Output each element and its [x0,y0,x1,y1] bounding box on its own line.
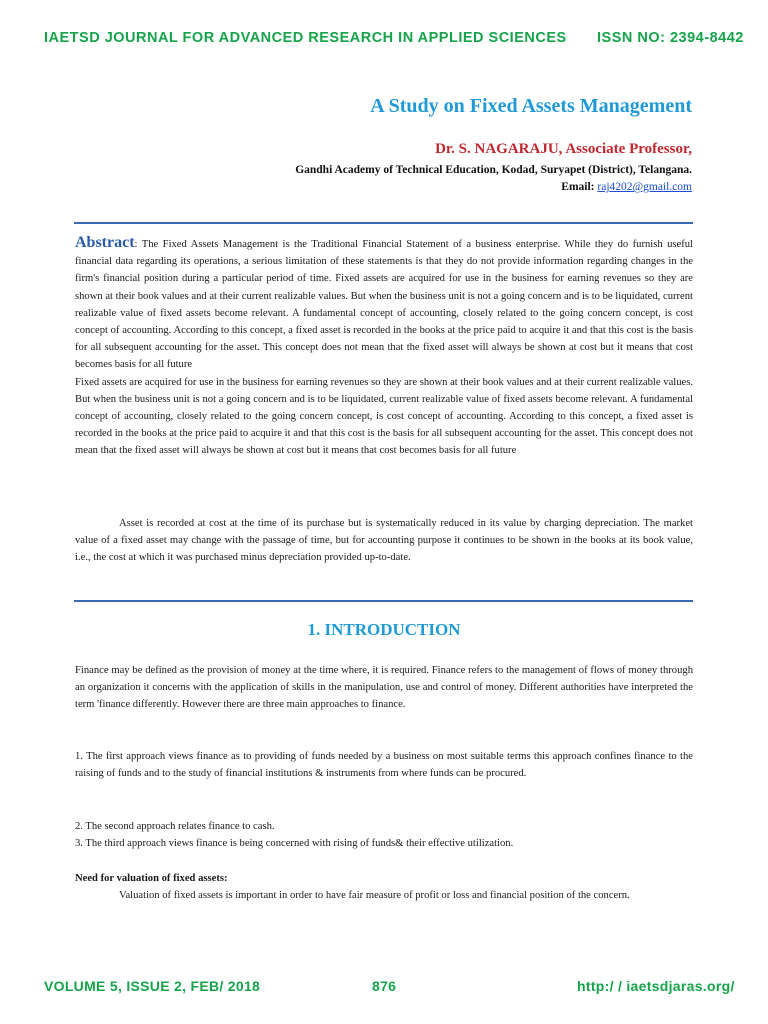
paper-title: A Study on Fixed Assets Management [370,95,692,117]
author-affiliation: Gandhi Academy of Technical Education, Kodad, Suryapet (District), Telangana. [295,164,692,176]
approach-items-2-3 [75,818,693,852]
divider-bottom [74,600,693,602]
intro-text: Finance may be defined as the provision of money at the time where, it is required. Finance refers to the management of flows of money through an organization it concerns with the application of skills in the manipulation, use and control of money. Different authorities have interpreted the term 'finance differently. However there are three main approaches to finance. [75,665,693,711]
need-section [75,870,693,904]
section-heading-introduction: 1. INTRODUCTION [307,620,461,639]
abstract-text-3: Asset is recorded at cost at the time of its purchase but is systematically reduced in its value by charging depreciation. The market value of a fixed asset may change with the passage of time, but for accounting purpose it continues to be shown in the books at its book value, i.e., the cost at which it was purchased minus depreciation provided up-to-date. [75,518,693,564]
author-name: Dr. S. NAGARAJU, Associate Professor, [435,141,692,157]
approach-text-3: 3. The third approach views finance is being concerned with rising of funds& their effective utilization. [75,838,514,850]
divider-top [74,222,693,224]
approach-text-1: 1. The first approach views finance as to providing of funds needed by a business on most suitable terms this approach confines finance to the raising of funds and to the study of financial institutions & instruments from where funds can be procured. [75,751,693,780]
abstract-label: Abstract [75,234,135,251]
journal-name: IAETSD JOURNAL FOR ADVANCED RESEARCH IN APPLIED SCIENCES [44,30,567,46]
journal-url[interactable]: http:/ / iaetsdjaras.org/ [577,978,735,994]
abstract-paragraph [75,234,693,374]
email-link[interactable]: raj4202@gmail.com [597,181,692,193]
volume-issue: VOLUME 5, ISSUE 2, FEB/ 2018 [44,978,261,994]
author-email [561,181,692,193]
abstract-section [75,234,693,460]
email-label: Email: [561,181,595,193]
abstract-paragraph-3 [75,515,693,567]
approach-text-2: 2. The second approach relates finance to cash. [75,821,275,832]
need-heading: Need for valuation of fixed assets: [75,873,228,884]
intro-paragraph [75,662,693,714]
approach-item-1 [75,748,693,782]
abstract-text-1: : The Fixed Assets Management is the Traditional Financial Statement of a business enterprise. While they do furnish useful financial data regarding its operations, a serious limitation of these statements is that they do not provide information regarding changes in the firm's financial position during a particular period of time. Fixed assets are acquired for use in the business for earning revenues so they are shown at their book values and at their current realizable values. But when the business unit is not a going concern and is to be liquidated, current realizable value of fixed assets become relevant. A fundamental concept of accounting, closely related to the going concern concept, is cost concept of accounting. According to this concept, a fixed asset is recorded in the books at the price paid to acquire it and that this cost is the basis for all subsequent accounting for the asset. This concept does not mean that the fixed asset will always be shown at cost but it means that cost becomes basis for all future [75,239,693,371]
issn-number: ISSN NO: 2394-8442 [597,30,744,46]
page-number: 876 [372,978,397,994]
need-text: Valuation of fixed assets is important in order to have fair measure of profit or loss and financial position of the concern. [119,890,630,902]
abstract-paragraph-2: Fixed assets are acquired for use in the business for earning revenues so they are shown at their book values and at their current realizable values. But when the business unit is not a going concern and is to be liquidated, current realizable value of fixed assets become relevant. A fundamental concept of accounting, closely related to the going concern concept, is cost concept of accounting. According to this concept, a fixed asset is recorded in the books at the price paid to acquire it and that this cost is the basis for all subsequent accounting for the asset. This concept does not mean that the fixed asset will always be shown at cost but it means that cost becomes basis for all future [75,376,693,457]
